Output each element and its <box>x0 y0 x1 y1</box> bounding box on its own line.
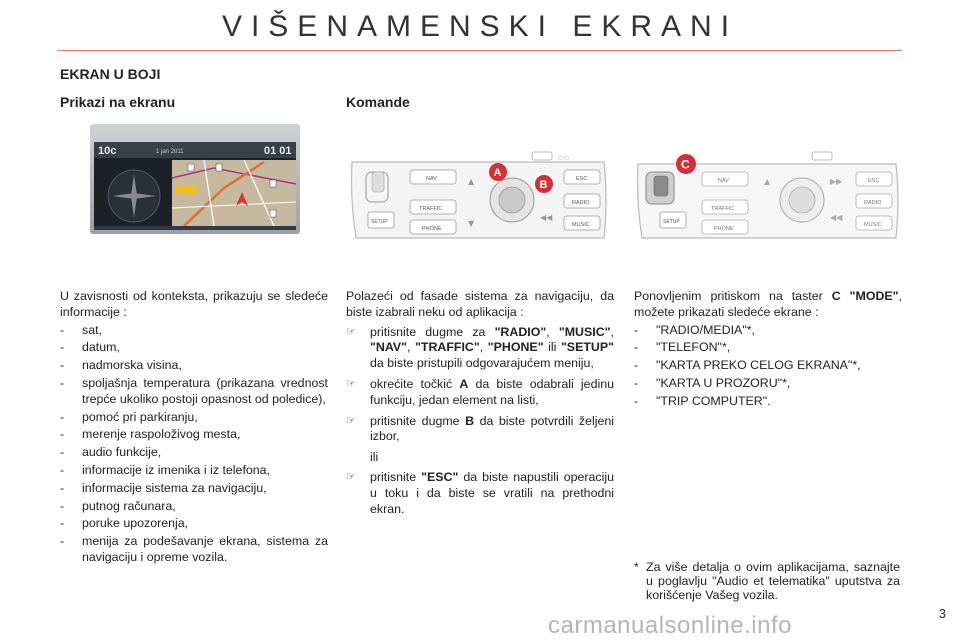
controls-column <box>346 289 614 522</box>
console-setup-label: SETUP <box>371 219 388 225</box>
svg-text:MUSIC: MUSIC <box>864 222 882 228</box>
page-title: VIŠENAMENSKI EKRANI <box>221 10 739 43</box>
list-item: - informacije sistema za navigaciju, <box>60 481 328 497</box>
svg-text:RADIO: RADIO <box>864 200 882 206</box>
svg-text:NAV: NAV <box>718 178 729 184</box>
marker-b: B <box>539 179 548 191</box>
svg-text:▲: ▲ <box>468 177 475 186</box>
title-divider <box>57 50 902 51</box>
list-item: - merenje raspoloživog mesta, <box>60 427 328 443</box>
list-item: - "RADIO/MEDIA"*, <box>634 323 902 339</box>
step-escape: ☞ pritisnite "ESC" da biste napustili operaciju u toku i da biste se vratili na prethodni ekran. <box>346 469 614 516</box>
footnote <box>634 560 900 602</box>
step-confirm: ☞ pritisnite dugme B da biste potvrdili željeni izbor, <box>346 413 614 444</box>
step-turn-wheel: ☞ okrećite točkić A da biste odabrali jedinu funkciju, jedan element na listi, <box>346 376 614 407</box>
console-nav-label: NAV <box>426 176 437 182</box>
list-item: - putnog računara, <box>60 499 328 515</box>
watermark: carmanualsonline.info <box>548 612 792 639</box>
console-image-c <box>634 150 900 242</box>
display-screen-image <box>64 118 324 240</box>
svg-text:▢ ▢: ▢ ▢ <box>558 155 569 161</box>
svg-text:ESC: ESC <box>868 178 880 184</box>
list-item: - sat, <box>60 323 328 339</box>
svg-text:PHONE: PHONE <box>714 226 734 232</box>
console-radio-label: RADIO <box>572 200 590 206</box>
console-music-label: MUSIC <box>572 222 590 228</box>
list-item: - informacije iz imenika i iz telefona, <box>60 463 328 479</box>
svg-text:SETUP: SETUP <box>663 219 680 225</box>
controls-steps <box>346 325 614 446</box>
screen-date: 1 jan 2011 <box>156 149 184 155</box>
controls-steps-esc <box>346 470 614 517</box>
screen-temp: 10c <box>98 145 117 157</box>
pointing-hand-icon: ☞ <box>346 377 356 390</box>
list-item: - spoljašnja temperatura (prikazana vrednost trepće ukoliko postoji opasnost od poledice), <box>60 376 328 408</box>
list-item: - nadmorska visina, <box>60 358 328 374</box>
pointing-hand-icon: ☞ <box>346 325 356 338</box>
svg-text:▶▶: ▶▶ <box>830 177 843 186</box>
svg-text:◀◀: ◀◀ <box>830 213 843 222</box>
display-info-column <box>60 289 328 568</box>
footnote-star: * <box>634 560 639 574</box>
svg-text:▼: ▼ <box>468 219 475 228</box>
list-item: - "KARTA PREKO CELOG EKRANA"*, <box>634 358 902 374</box>
list-item: - audio funkcije, <box>60 445 328 461</box>
screen-time: 01 01 <box>264 145 292 157</box>
section-title: EKRAN U BOJI <box>60 66 161 82</box>
console-image-a-b <box>346 150 610 242</box>
console-traffic-label: TRAFFIC <box>419 206 443 212</box>
subheading-displays: Prikazi na ekranu <box>60 94 176 110</box>
subheading-controls: Komande <box>346 94 410 110</box>
console-phone-label: PHONE <box>422 226 442 232</box>
mode-screens-list <box>634 323 902 410</box>
pointing-hand-icon: ☞ <box>346 470 356 483</box>
svg-text:▲: ▲ <box>764 177 771 186</box>
console-esc-label: ESC <box>576 176 588 182</box>
list-item: - pomoć pri parkiranju, <box>60 410 328 426</box>
or-text: ili <box>370 450 379 465</box>
list-item: - poruke upozorenja, <box>60 516 328 532</box>
list-item: - "TRIP COMPUTER". <box>634 394 902 410</box>
step-press-button: ☞ pritisnite dugme za "RADIO", "MUSIC", "NAV", "TRAFFIC", "PHONE" ili "SETUP" da biste pristupili odgovarajućem meniju, <box>346 324 614 371</box>
controls-intro: Polazeći od fasade sistema za navigaciju, da biste izabrali neku od aplikacija : <box>346 289 614 319</box>
mode-column <box>634 289 902 412</box>
svg-text:TRAFFIC: TRAFFIC <box>711 206 735 212</box>
display-info-intro: U zavisnosti od konteksta, prikazuju se sledeće informacije : <box>60 289 328 319</box>
list-item: - "TELEFON"*, <box>634 340 902 356</box>
list-item: - "KARTA U PROZORU"*, <box>634 376 902 392</box>
list-item: - menija za podešavanje ekrana, sistema za navigaciju i opreme vozila. <box>60 534 328 566</box>
display-info-list <box>60 323 328 566</box>
svg-text:◀◀: ◀◀ <box>540 213 553 222</box>
list-item: - datum, <box>60 340 328 356</box>
mode-intro: Ponovljenim pritiskom na taster C "MODE", možete prikazati sledeće ekrane : <box>634 289 902 319</box>
marker-a: A <box>493 167 502 179</box>
page-number: 3 <box>938 606 946 621</box>
footnote-text: Za više detalja o ovim aplikacijama, saznajte u poglavlju "Audio et telematika" uputstva za korišćenje Vašeg vozila. <box>646 560 900 602</box>
pointing-hand-icon: ☞ <box>346 414 356 427</box>
marker-c: C <box>681 157 690 172</box>
